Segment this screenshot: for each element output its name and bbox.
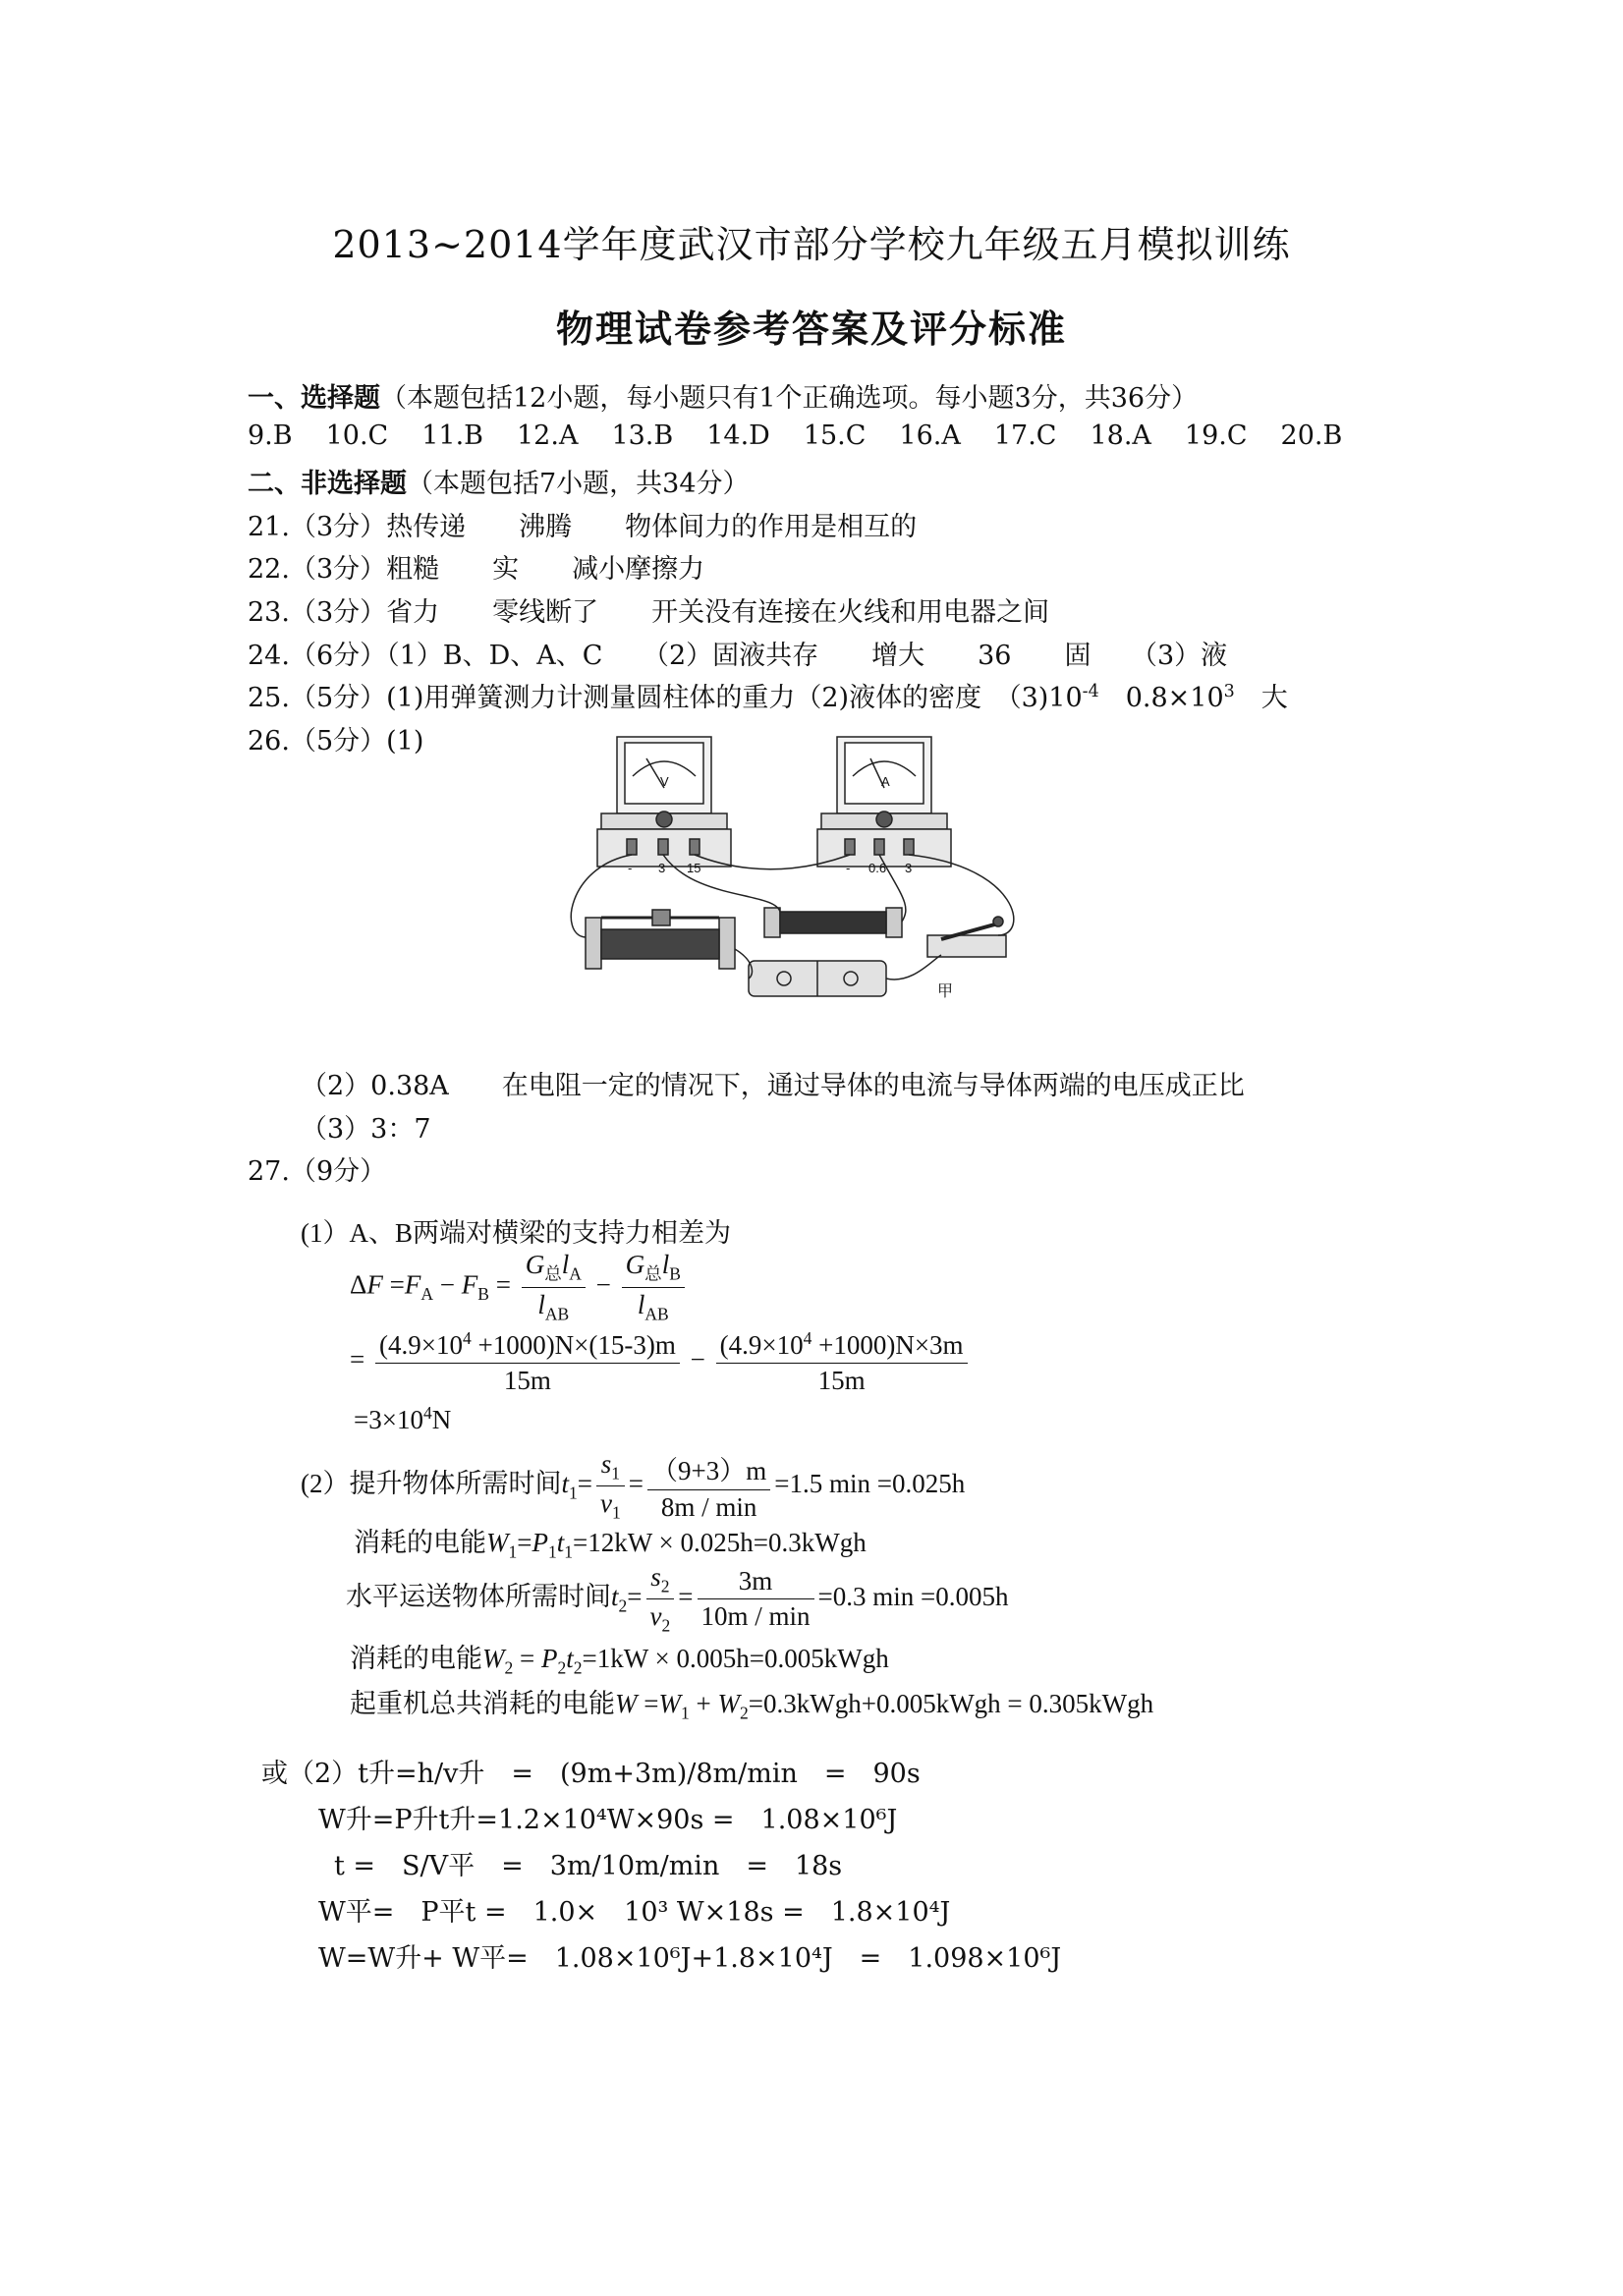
section1-line [248,376,1198,415]
terminal-label: - [846,861,851,875]
alt-solution-line: W=W升+ W平= 1.08×10⁶J+1.8×10⁴J = 1.098×10⁶J [318,1943,1062,1974]
answer-q24: 24.（6分）（1）B、D、A、C （2）固液共存 增大 36 固 （3）液 [248,641,1228,671]
switch-icon [927,917,1006,957]
terminal-label: - [628,861,633,875]
section2-line [248,462,750,500]
resistor-icon [764,908,902,937]
terminal-label: 0.6 [868,861,887,875]
answer-q22: 22.（3分）粗糙 实 减小摩擦力 [248,554,705,585]
answer-item: 16.A [899,420,961,451]
ammeter-label: A [881,774,890,789]
q26-part2: （2）0.38A 在电阻一定的情况下，通过导体的电流与导体两端的电压成正比 [301,1071,1245,1101]
q27-energy1-value: =12kW × 0.025h=0.3kWgh [573,1528,867,1557]
answer-item: 14.D [706,420,770,451]
section1-note: （本题包括12小题，每小题只有1个正确选项。每小题3分，共36分） [380,383,1199,414]
section2-note: （本题包括7小题，共34分） [407,469,750,499]
page-subtitle: 物理试卷参考答案及评分标准 [555,307,1067,351]
q25-part-b: 0.8×10 [1098,683,1224,713]
answer-item: 11.B [421,420,483,451]
terminal-label: 3 [658,861,666,875]
q27-total-value: =0.3kWgh+0.005kWgh = 0.305kWgh [748,1689,1154,1718]
q27-time1-equation: (2）提升物体所需时间$t_1=$ $\frac{s_1}{v_1}$ = $\frac{(9+3)m}{8m / \min}$ =1.5 min =0.025h [301,1449,966,1523]
terminal-label: 3 [905,861,913,875]
q25-exponent: 3 [1223,682,1235,701]
q26-head: 26.（5分）(1) [248,726,424,756]
voltmeter-icon [597,737,731,867]
q25-exponent: -4 [1082,682,1099,701]
answer-item: 18.A [1090,420,1151,451]
answer-q23: 23.（3分）省力 零线断了 开关没有连接在火线和用电器之间 [248,597,1050,628]
answer-q25 [248,676,1288,714]
q27-part1-result: $=3\times 10^4N$ [354,1403,452,1434]
q27-head: 27.（9分） [248,1156,387,1187]
q27-energy1: 消耗的电能$W_1=P_1t_1=12kW$ × 0.025h=0.3kWgh [354,1528,867,1562]
q25-part-a: 25.（5分）(1)用弹簧测力计测量圆柱体的重力（2)液体的密度 （3)10 [248,683,1083,713]
q27-time2-label: 水平运送物体所需时间 [346,1582,611,1612]
answer-item: 9.B [248,420,293,451]
q25-part-c: 大 [1234,683,1288,713]
answer-item: 12.A [517,420,579,451]
q27-substitution: = $\frac{(4.9\times 10^4 +1000)N\times(15-3)m}{15m}$ − $\frac{(4.9\times 10^4 +1000)N\times 3m}{15m}$ [350,1328,972,1396]
q27-energy1-label: 消耗的电能 [354,1528,486,1557]
wire [886,955,941,980]
q27-delta-f-equation: $\Delta F =F_A - F_B$ = $\frac{G_总l_A}{l_{AB}}$ − $\frac{G_总l_B}{l_{AB}}$ [350,1250,689,1325]
q27-total-label: 起重机总共消耗的电能 [350,1689,615,1718]
answer-item: 20.B [1280,420,1343,451]
rheostat-icon [586,910,735,969]
q27-time2-result: =0.3 min =0.005h [817,1582,1009,1612]
ammeter-icon [817,737,951,867]
answer-item: 15.C [803,420,867,451]
terminal-label: 15 [687,861,701,875]
answer-item: 19.C [1184,420,1248,451]
alt-solution-line: W平= P平t = 1.0× 10³ W×18s = 1.8×10⁴J [318,1897,951,1928]
section2-heading: 二、非选择题 [248,469,407,499]
q27-total-energy: 起重机总共消耗的电能$W =W_1$ + $W_2=0.3kWgh+0.005kWgh$ = 0.305kWgh [350,1689,1154,1723]
answer-item: 10.C [325,420,389,451]
q27-energy2: 消耗的电能$W_2 = P_2t_2=1kW$ × 0.005h=0.005kWgh [350,1644,889,1678]
q27-part1-label: (1）A、B两端对横梁的支持力相差为 [301,1218,731,1248]
figure-label: 甲 [937,983,954,1000]
answer-item: 17.C [993,420,1057,451]
answer-item: 13.B [611,420,674,451]
q27-energy2-value: =1kW × 0.005h=0.005kWgh [582,1644,889,1673]
q27-part2-label: (2）提升物体所需时间 [301,1469,562,1499]
page-title: 2013~2014学年度武汉市部分学校九年级五月模拟训练 [332,223,1291,266]
q27-time2-equation: 水平运送物体所需时间$t_2=$ $\frac{s_2}{v_2}$ = $\frac{3m}{10m / \min}$ =0.3 min =0.005h [346,1562,1009,1636]
section1-heading: 一、选择题 [248,383,380,414]
alt-solution-line: W升=P升t升=1.2×10⁴W×90s = 1.08×10⁶J [318,1805,898,1835]
battery-icon [749,961,886,996]
circuit-diagram [558,729,1030,1009]
q26-part3: （3）3：7 [301,1114,431,1145]
section1-answers [248,420,1342,451]
alt-solution-line: t = S/V平 = 3m/10m/min = 18s [334,1851,843,1881]
q27-energy2-label: 消耗的电能 [350,1644,482,1673]
q27-time1-result: =1.5 min =0.025h [774,1469,966,1499]
alt-solution-line: 或（2）t升=h/v升 = (9m+3m)/8m/min = 90s [261,1759,921,1789]
answer-q21: 21.（3分）热传递 沸腾 物体间力的作用是相互的 [248,512,918,542]
voltmeter-label: V [660,774,669,789]
